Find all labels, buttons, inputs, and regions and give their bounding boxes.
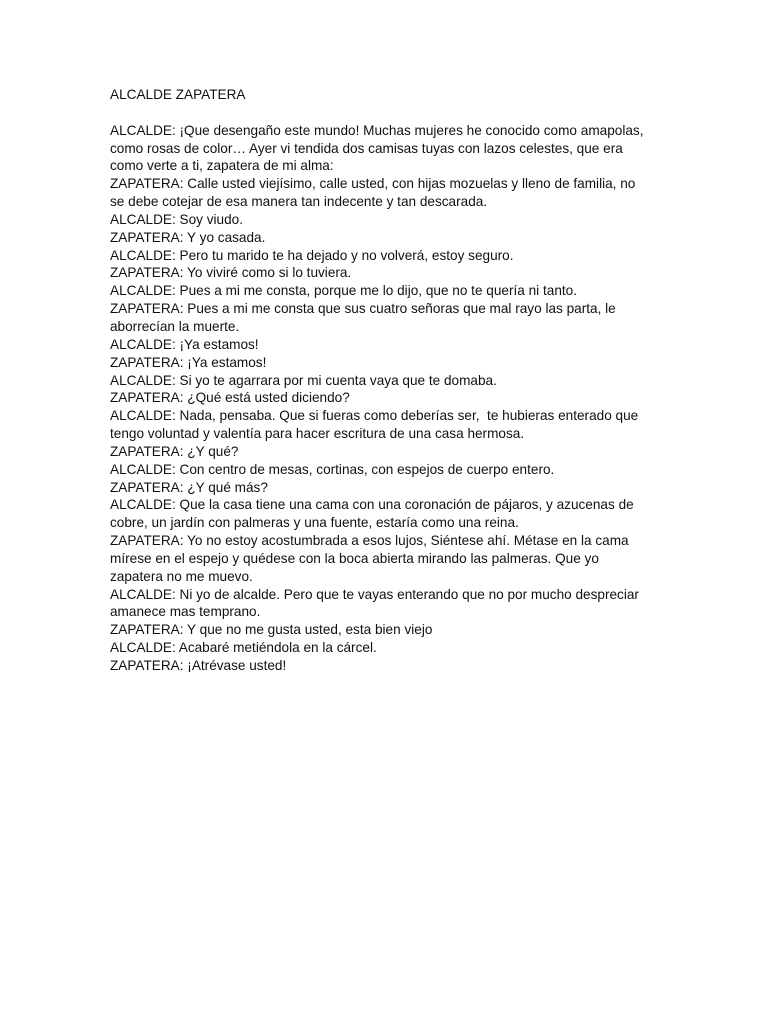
dialogue-line: como rosas de color… Ayer vi tendida dos camisas tuyas con lazos celestes, que era (110, 140, 623, 156)
dialogue-line: ZAPATERA: Pues a mi me consta que sus cuatro señoras que mal rayo las parta, le (110, 301, 616, 317)
dialogue-line: ZAPATERA: ¡Ya estamos! (110, 354, 267, 370)
dialogue-line: ZAPATERA: Y que no me gusta usted, esta bien viejo (110, 622, 433, 638)
dialogue-line: ALCALDE: ¡Que desengaño este mundo! Muchas mujeres he conocido como amapolas, (110, 122, 644, 138)
dialogue-line: tengo voluntad y valentía para hacer escritura de una casa hermosa. (110, 426, 525, 442)
dialogue-line: ALCALDE: Acabaré metiéndola en la cárcel. (110, 640, 377, 656)
dialogue-line: zapatera no me muevo. (110, 568, 253, 584)
dialogue-line: ZAPATERA: ¿Y qué? (110, 443, 239, 459)
dialogue-line: ALCALDE: Si yo te agarrara por mi cuenta vaya que te domaba. (110, 372, 497, 388)
dialogue-line: ALCALDE: Ni yo de alcalde. Pero que te vayas enterando que no por mucho despreciar (110, 586, 639, 602)
dialogue-line: ZAPATERA: Y yo casada. (110, 229, 266, 245)
dialogue-line: ALCALDE: Pero tu marido te ha dejado y no volverá, estoy seguro. (110, 247, 514, 263)
dialogue-line: ALCALDE: ¡Ya estamos! (110, 336, 259, 352)
dialogue-line: ZAPATERA: ¿Qué está usted diciendo? (110, 390, 350, 406)
dialogue-line: ZAPATERA: Calle usted viejísimo, calle usted, con hijas mozuelas y lleno de familia, no (110, 176, 636, 192)
dialogue-line: ALCALDE: Soy viudo. (110, 211, 243, 227)
dialogue-line: como verte a ti, zapatera de mi alma: (110, 158, 334, 174)
dialogue-line: ZAPATERA: ¡Atrévase usted! (110, 658, 287, 673)
dialogue-line: cobre, un jardín con palmeras y una fuente, estaría como una reina. (110, 515, 519, 531)
dialogue-line: mírese en el espejo y quédese con la boca abierta mirando las palmeras. Que yo (110, 550, 599, 566)
dialogue-line: aborrecían la muerte. (110, 318, 240, 334)
document-content (110, 86, 658, 675)
dialogue-line: ZAPATERA: ¿Y qué más? (110, 479, 268, 495)
dialogue-line: ALCALDE: Nada, pensaba. Que si fueras como deberías ser, te hubieras enterado que (110, 408, 639, 424)
dialogue-line: ALCALDE: Que la casa tiene una cama con una coronación de pájaros, y azucenas de (110, 497, 634, 513)
dialogue-line: amanece mas temprano. (110, 604, 261, 620)
dialogue-line: ZAPATERA: Yo viviré como si lo tuviera. (110, 265, 352, 281)
dialogue-line: ALCALDE: Pues a mi me consta, porque me lo dijo, que no te quería ni tanto. (110, 283, 577, 299)
dialogue-line: ZAPATERA: Yo no estoy acostumbrada a esos lujos, Siéntese ahí. Métase en la cama (110, 533, 629, 549)
document-title: ALCALDE ZAPATERA (110, 87, 246, 102)
dialogue-line: se debe cotejar de esa manera tan indecente y tan descarada. (110, 194, 488, 210)
dialogue-line: ALCALDE: Con centro de mesas, cortinas, con espejos de cuerpo entero. (110, 461, 555, 477)
